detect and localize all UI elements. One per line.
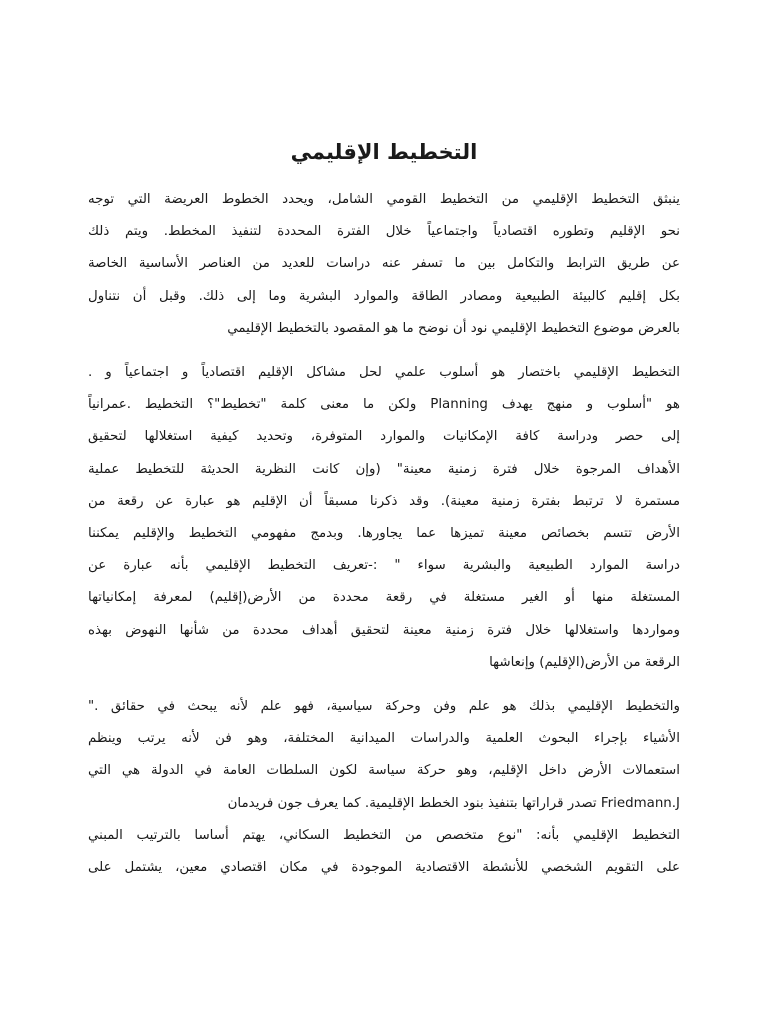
paragraph-line: والتخطيط الإقليمي بذلك هو علم وفن وحركة سياسية، فهو علم لأنه يبحث في حقائق ." (88, 699, 680, 714)
paragraph-line: على التقويم الشخصي للأنشطة الاقتصادية الموجودة في مكان اقتصادي معين، يشتمل على (88, 859, 680, 875)
paragraph-line: هو "أسلوب و منهج يهدف Planning ولكن ما معنى كلمة "تخطيط"؟ التخطيط .عمرانياً (88, 397, 680, 413)
paragraph-line: استعمالات الأرض داخل الإقليم، وهو حركة سياسة لكون السلطات العامة في الدولة هي التي (88, 763, 680, 779)
paragraph-line: التخطيط الإقليمي بأنه: "نوع متخصص من التخطيط السكاني، يهتم أساسا بالترتيب المبني (88, 827, 680, 843)
paragraph-science-art-politics (88, 691, 680, 884)
paragraph-line: الأشياء بإجراء البحوث العلمية والدراسات الميدانية المختلفة، وهو فن لأنه يرتب وينظم (88, 731, 680, 747)
paragraph-line: نحو الإقليم وتطوره اقتصادياً واجتماعياً خلال الفترة المحددة لتنفيذ المخطط. ويتم ذلك (88, 224, 680, 240)
paragraph-line: ومواردها واستغلالها خلال فترة زمنية معينة لتحقيق أهداف محددة من شأنها النهوض بهذه (88, 622, 680, 638)
paragraph-line: الأرض تتسم بخصائص معينة تميزها عما يجاورها. وبدمج مفهومي التخطيط والإقليم يمكننا (88, 525, 680, 541)
paragraph-line: عن طريق الترابط والتكامل بين ما تسفر عنه دراسات للعديد من العناصر الأساسية الخاصة (88, 256, 680, 272)
paragraph-line: دراسة الموارد الطبيعية والبشرية سواء " :-تعريف التخطيط الإقليمي بأنه عبارة عن (88, 558, 680, 574)
paragraph-definition (88, 357, 680, 679)
paragraph-line: مستمرة لا ترتبط بفترة زمنية معينة). وقد ذكرنا مسبقاً أن الإقليم هو عبارة عن رقعة من (88, 493, 680, 509)
document-title: التخطيط الإقليمي (290, 140, 478, 164)
paragraph-line: التخطيط الإقليمي باختصار هو أسلوب علمي لحل مشاكل الإقليم اقتصادياً و اجتماعياً و . (88, 365, 680, 380)
paragraph-introduction (88, 184, 680, 345)
paragraph-line: بكل إقليم كالبيئة الطبيعية ومصادر الطاقة والموارد البشرية وما إلى ذلك. وقبل أن نتناول (88, 288, 680, 304)
paragraph-line: الأهداف المرجوة خلال فترة زمنية معينة" (وإن كانت النظرية الحديثة للتخطيط عملية (88, 461, 680, 477)
paragraph-line: Friedmann.J تصدر قراراتها بتنفيذ بنود الخطط الإقليمية. كما يعرف جون فريدمان (227, 795, 680, 811)
paragraph-line: الرقعة من الأرض(الإقليم) وإنعاشها (489, 654, 680, 670)
paragraph-line: بالعرض موضوع التخطيط الإقليمي نود أن نوضح ما هو المقصود بالتخطيط الإقليمي (227, 320, 680, 336)
paragraph-line: إلى حصر ودراسة كافة الإمكانيات والموارد المتوفرة، وتحديد كيفية استغلالها لتحقيق (88, 429, 680, 445)
paragraph-line: المستغلة منها أو الغير مستغلة في رقعة محددة من الأرض(إقليم) لمعرفة إمكانياتها (88, 590, 680, 606)
paragraph-line: ينبثق التخطيط الإقليمي من التخطيط القومي الشامل، ويحدد الخطوط العريضة التي توجه (88, 192, 680, 207)
